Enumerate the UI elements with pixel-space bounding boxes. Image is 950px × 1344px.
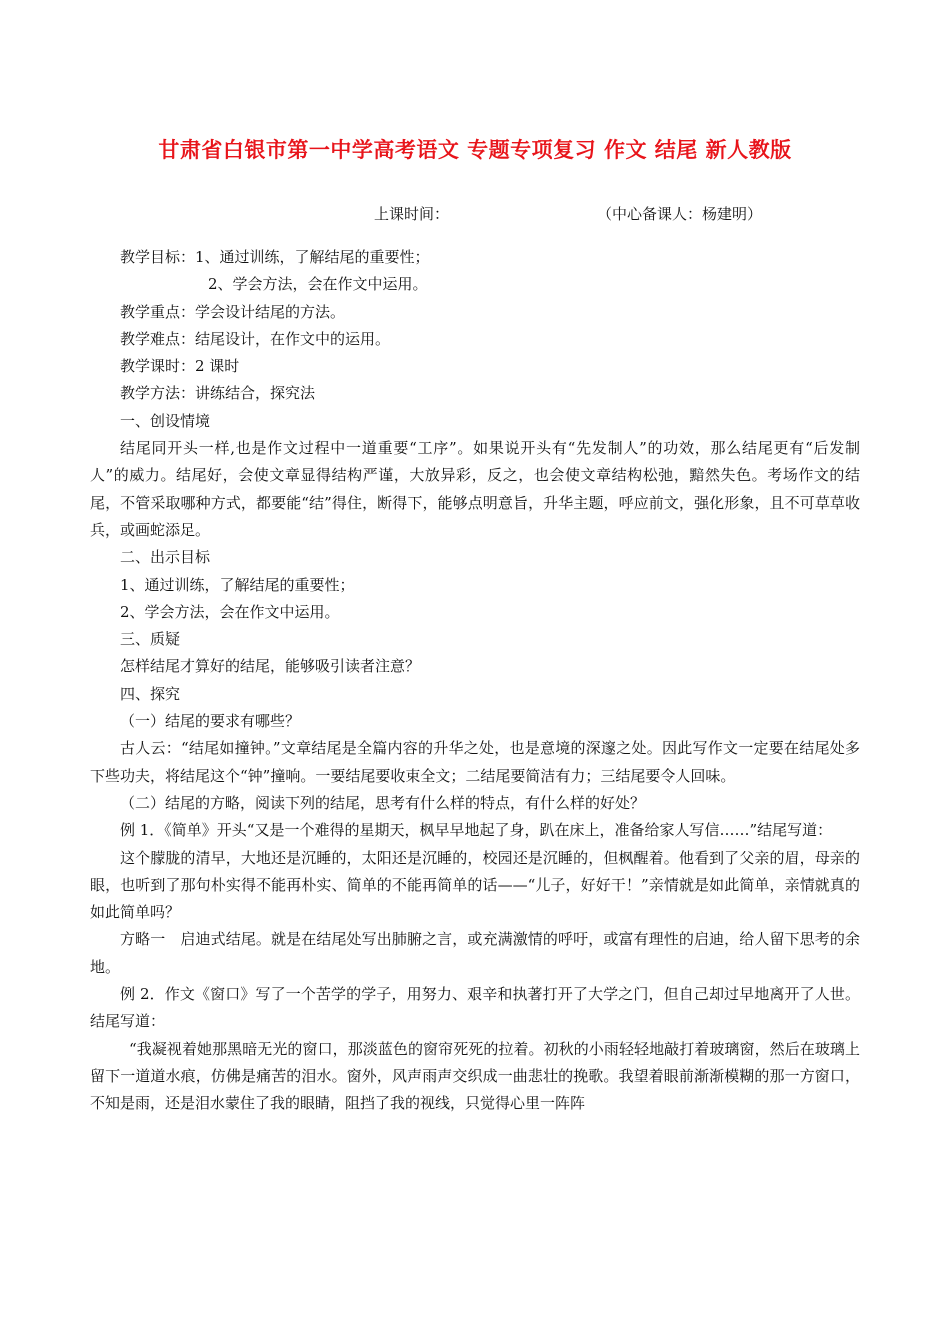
example-intro: 例 2．作文《窗口》写了一个苦学的学子，用努力、艰辛和执著打开了大学之门，但自己却过早地离开了人世。 结尾写道： bbox=[90, 985, 860, 1031]
method-description: 方略一 启迪式结尾。就是在结尾处写出肺腑之言，或充满激情的呼吁，或富有理性的启迪，给人留下思考的余地。 bbox=[90, 930, 860, 976]
example-text: 这个朦胧的清早，大地还是沉睡的，太阳还是沉睡的，校园还是沉睡的，但枫醒着。他看到了父亲的眉，母亲的眼，也听到了那句朴实得不能再朴实、简单的不能再简单的话——“儿子，好好干！”亲情就是如此简单，亲情就真的如此简单吗？ bbox=[90, 848, 860, 922]
class-time-label: 上课时间： bbox=[374, 205, 450, 223]
document-title: 甘肃省白银市第一中学高考语文 专题专项复习 作文 结尾 新人教版 bbox=[158, 137, 792, 162]
section-heading: 三、质疑 bbox=[120, 630, 181, 649]
question: 怎样结尾才算好的结尾，能够吸引读者注意？ bbox=[120, 657, 421, 676]
objective-hours: 教学课时：2 课时 bbox=[120, 357, 240, 376]
section-heading: 一、创设情境 bbox=[120, 411, 211, 430]
objective-difficulty: 教学难点：结尾设计，在作文中的运用。 bbox=[120, 329, 391, 348]
paragraph: 结尾同开头一样,也是作文过程中一道重要“工序”。如果说开头有“先发制人”的功效，那么结尾更有“后发制人”的威力。结尾好，会使文章显得结构严谨，大放异彩，反之，也会使文章结构松弛，黯然失色。考场作文的结尾，不管采取哪种方式，都要能“结”得住，断得下，能够点明意旨，升华主题，呼应前文，强化形象，且不可草草收兵，或画蛇添足。 bbox=[90, 439, 860, 539]
list-item: 2、学会方法，会在作文中运用。 bbox=[120, 602, 340, 621]
objective-method: 教学方法：讲练结合，探究法 bbox=[120, 384, 316, 403]
lead-teacher: （中心备课人：杨建明） bbox=[597, 205, 763, 223]
example-intro: 例 1．《简单》开头“又是一个难得的星期天，枫早早地起了身，趴在床上，准备给家人写信……”结尾写道： bbox=[120, 821, 833, 840]
sub-heading: （二）结尾的方略，阅读下列的结尾，思考有什么样的特点，有什么样的好处？ bbox=[120, 793, 646, 812]
sub-heading: （一）结尾的要求有哪些？ bbox=[120, 712, 301, 731]
section-heading: 四、探究 bbox=[120, 684, 181, 703]
document-body bbox=[90, 244, 860, 1118]
objective-goal-2: 2、学会方法，会在作文中运用。 bbox=[208, 275, 428, 294]
paragraph: 古人云：“结尾如撞钟。”文章结尾是全篇内容的升华之处，也是意境的深邃之处。因此写作文一定要在结尾处多下些功夫，将结尾这个“钟”撞响。一要结尾要收束全文；二结尾要简洁有力；三结尾要令人回味。 bbox=[90, 739, 860, 785]
example-quote: “我凝视着她那黑暗无光的窗口，那淡蓝色的窗帘死死的拉着。初秋的小雨轻轻地敲打着玻璃窗，然后在玻璃上留下一道道水痕，仿佛是痛苦的泪水。窗外，风声雨声交织成一曲悲壮的挽歌。我望着眼前渐渐模糊的那一方窗口，不知是雨，还是泪水蒙住了我的眼睛，阻挡了我的视线，只觉得心里一阵阵 bbox=[90, 1039, 860, 1113]
list-item: 1、通过训练，了解结尾的重要性； bbox=[120, 575, 355, 594]
section-heading: 二、出示目标 bbox=[120, 548, 211, 567]
objective-goal-1: 教学目标：1、通过训练，了解结尾的重要性； bbox=[120, 248, 430, 266]
objective-focus: 教学重点：学会设计结尾的方法。 bbox=[120, 302, 346, 321]
